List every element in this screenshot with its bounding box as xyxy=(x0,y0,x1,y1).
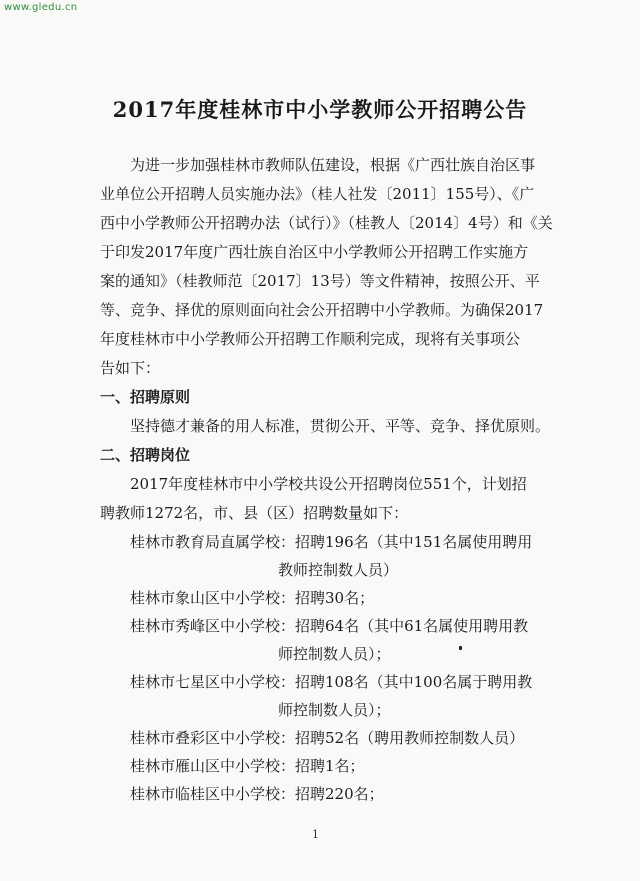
section-text: 坚持德才兼备的用人标准，贯彻公开、平等、竞争、择优原则。 xyxy=(130,417,551,435)
list-item: 桂林市叠彩区中小学校：招聘52名（聘用教师控制数人员） xyxy=(130,729,525,747)
intro-paragraph xyxy=(100,151,560,383)
watermark: www.gledu.cn xyxy=(4,2,78,13)
list-item: 桂林市象山区中小学校：招聘30名； xyxy=(130,589,375,607)
intro-line: 告如下： xyxy=(100,359,161,377)
list-item: 桂林市秀峰区中小学校：招聘64名（其中61名属使用聘用教 xyxy=(130,617,529,635)
intro-line: 业单位公开招聘人员实施办法》（桂人社发〔2011〕155号）、《广 xyxy=(100,185,535,203)
scan-speck xyxy=(459,646,462,650)
section-text: 2017年度桂林市中小学校共设公开招聘岗位551个，计划招 xyxy=(130,475,527,493)
list-item: 桂林市临桂区中小学校：招聘220名； xyxy=(130,785,384,803)
intro-line: 于印发2017年度广西壮族自治区中小学教师公开招聘工作实施方 xyxy=(100,243,529,261)
document-body xyxy=(100,151,560,808)
list-item: 桂林市七星区中小学校：招聘108名（其中100名属于聘用教 xyxy=(130,673,533,691)
section-heading: 二、招聘岗位 xyxy=(100,446,191,464)
intro-line: 西中小学教师公开招聘办法（试行）》（桂教人〔2014〕4号）和《关 xyxy=(100,214,553,232)
intro-line: 案的通知》（桂教师范〔2017〕13号）等文件精神，按照公开、平 xyxy=(100,272,540,290)
intro-line: 年度桂林市中小学教师公开招聘工作顺利完成，现将有关事项公 xyxy=(100,330,521,348)
page-title: 2017年度桂林市中小学教师公开招聘公告 xyxy=(112,97,528,122)
list-item-continuation: 师控制数人员）； xyxy=(278,645,391,663)
list-item: 桂林市雁山区中小学校：招聘1名； xyxy=(130,757,365,775)
section-text: 聘教师1272名，市、县（区）招聘数量如下： xyxy=(100,504,409,522)
list-item-continuation: 师控制数人员）； xyxy=(278,701,391,719)
intro-line: 为进一步加强桂林市教师队伍建设，根据《广西壮族自治区事 xyxy=(130,156,536,174)
page-number: 1 xyxy=(312,828,319,841)
intro-line: 等、竞争、择优的原则面向社会公开招聘中小学教师。为确保2017 xyxy=(100,301,544,319)
list-item: 桂林市教育局直属学校：招聘196名（其中151名属使用聘用 xyxy=(130,533,533,551)
list-item-continuation: 教师控制数人员） xyxy=(278,561,399,579)
section-heading: 一、招聘原则 xyxy=(100,388,191,406)
quota-list xyxy=(100,528,560,808)
